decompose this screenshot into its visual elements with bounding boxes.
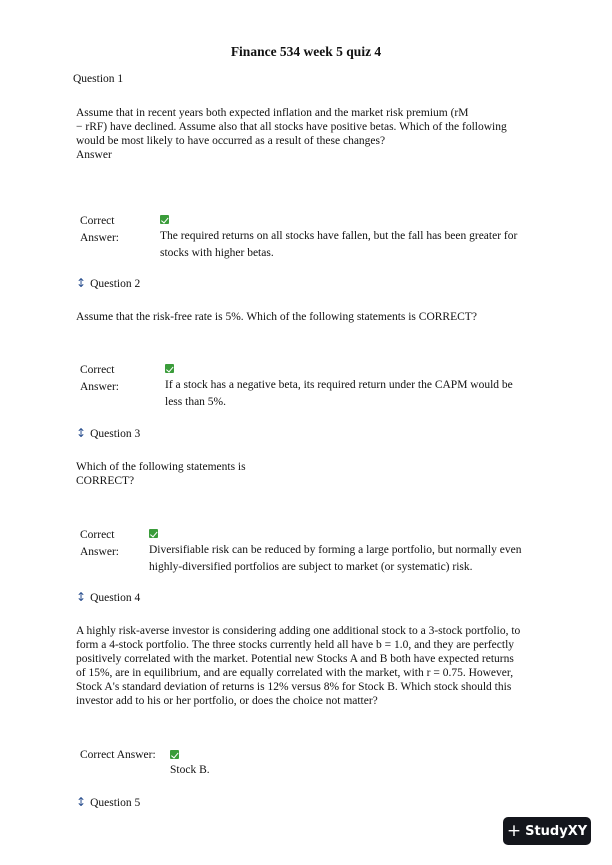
question-4-line: investor add to his or her portfolio, or does the choice not matter? bbox=[76, 695, 378, 707]
question-5-heading-text: Question 5 bbox=[90, 797, 141, 809]
watermark-brand: StudyXY bbox=[525, 823, 588, 839]
answer-line: Stock B. bbox=[170, 764, 210, 776]
question-3-heading-text: Question 3 bbox=[90, 428, 141, 440]
answer-line: less than 5%. bbox=[165, 396, 227, 408]
correct-label-line: Answer: bbox=[80, 546, 119, 558]
up-down-arrow-icon: ↕ bbox=[76, 426, 87, 440]
question-3-correct-label bbox=[80, 527, 119, 561]
check-icon bbox=[165, 364, 174, 373]
question-1-line: Answer bbox=[76, 149, 112, 161]
question-4-line: positively correlated with the market. Potential new Stocks A and B both have expected returns bbox=[76, 653, 514, 665]
correct-label-line: Answer: bbox=[80, 381, 119, 393]
question-1-correct-label bbox=[80, 213, 119, 247]
question-2-heading-text: Question 2 bbox=[90, 278, 141, 290]
correct-label-line: Answer: bbox=[80, 232, 119, 244]
question-4-answer bbox=[170, 762, 210, 779]
question-3-line: Which of the following statements is bbox=[76, 461, 246, 473]
question-4-heading-text: Question 4 bbox=[90, 592, 141, 604]
answer-line: If a stock has a negative beta, its required return under the CAPM would be bbox=[165, 379, 513, 391]
question-1-answer bbox=[160, 228, 517, 262]
question-4-line: Stock A's standard deviation of returns is 12% versus 8% for Stock B. Which stock should this bbox=[76, 681, 512, 693]
question-2-heading bbox=[76, 276, 140, 290]
question-1-heading-text: Question 1 bbox=[73, 73, 124, 85]
question-3-line: CORRECT? bbox=[76, 475, 135, 487]
question-4-text bbox=[76, 624, 520, 708]
question-1-line: would be most likely to have occurred as a result of these changes? bbox=[76, 135, 386, 147]
answer-line: highly-diversified portfolios are subject to market (or systematic) risk. bbox=[149, 561, 473, 573]
question-3-text bbox=[76, 460, 246, 488]
question-1-line: − rRF) have declined. Assume also that all stocks have positive betas. Which of the following bbox=[76, 121, 507, 133]
question-2-line: Assume that the risk-free rate is 5%. Which of the following statements is CORRECT? bbox=[76, 311, 477, 323]
check-icon bbox=[160, 215, 169, 224]
question-4-line: of 15%, are in equilibrium, and are equally correlated with the market, with r = 0.75. However, bbox=[76, 667, 514, 679]
question-2-answer bbox=[165, 377, 513, 411]
question-1-line: Assume that in recent years both expected inflation and the market risk premium (rM bbox=[76, 107, 469, 119]
plus-icon: + bbox=[506, 820, 522, 841]
correct-label-line: Correct bbox=[80, 529, 115, 541]
up-down-arrow-icon: ↕ bbox=[76, 276, 87, 290]
question-4-correct-label: Correct Answer: bbox=[80, 749, 156, 761]
check-icon bbox=[170, 750, 179, 759]
studyxy-watermark bbox=[503, 817, 591, 845]
question-3-answer bbox=[149, 542, 521, 576]
check-icon bbox=[149, 529, 158, 538]
question-5-heading bbox=[76, 795, 140, 809]
correct-label-line: Correct bbox=[80, 364, 115, 376]
page-title: Finance 534 week 5 quiz 4 bbox=[230, 44, 382, 59]
question-4-line: form a 4-stock portfolio. The three stocks currently held all have b = 1.0, and they are perfectly bbox=[76, 639, 515, 651]
up-down-arrow-icon: ↕ bbox=[76, 795, 87, 809]
answer-line: The required returns on all stocks have fallen, but the fall has been greater for bbox=[160, 230, 518, 242]
question-4-heading bbox=[76, 590, 140, 604]
answer-line: stocks with higher betas. bbox=[160, 247, 274, 259]
up-down-arrow-icon: ↕ bbox=[76, 590, 87, 604]
question-1-heading bbox=[73, 73, 123, 85]
question-2-text bbox=[76, 310, 477, 324]
question-2-correct-label bbox=[80, 362, 119, 396]
correct-label-line: Correct bbox=[80, 215, 115, 227]
answer-line: Diversifiable risk can be reduced by forming a large portfolio, but normally even bbox=[149, 544, 522, 556]
question-3-heading bbox=[76, 426, 140, 440]
question-1-text bbox=[76, 106, 507, 162]
question-4-line: A highly risk-averse investor is considering adding one additional stock to a 3-stock portfolio, to bbox=[76, 625, 521, 637]
